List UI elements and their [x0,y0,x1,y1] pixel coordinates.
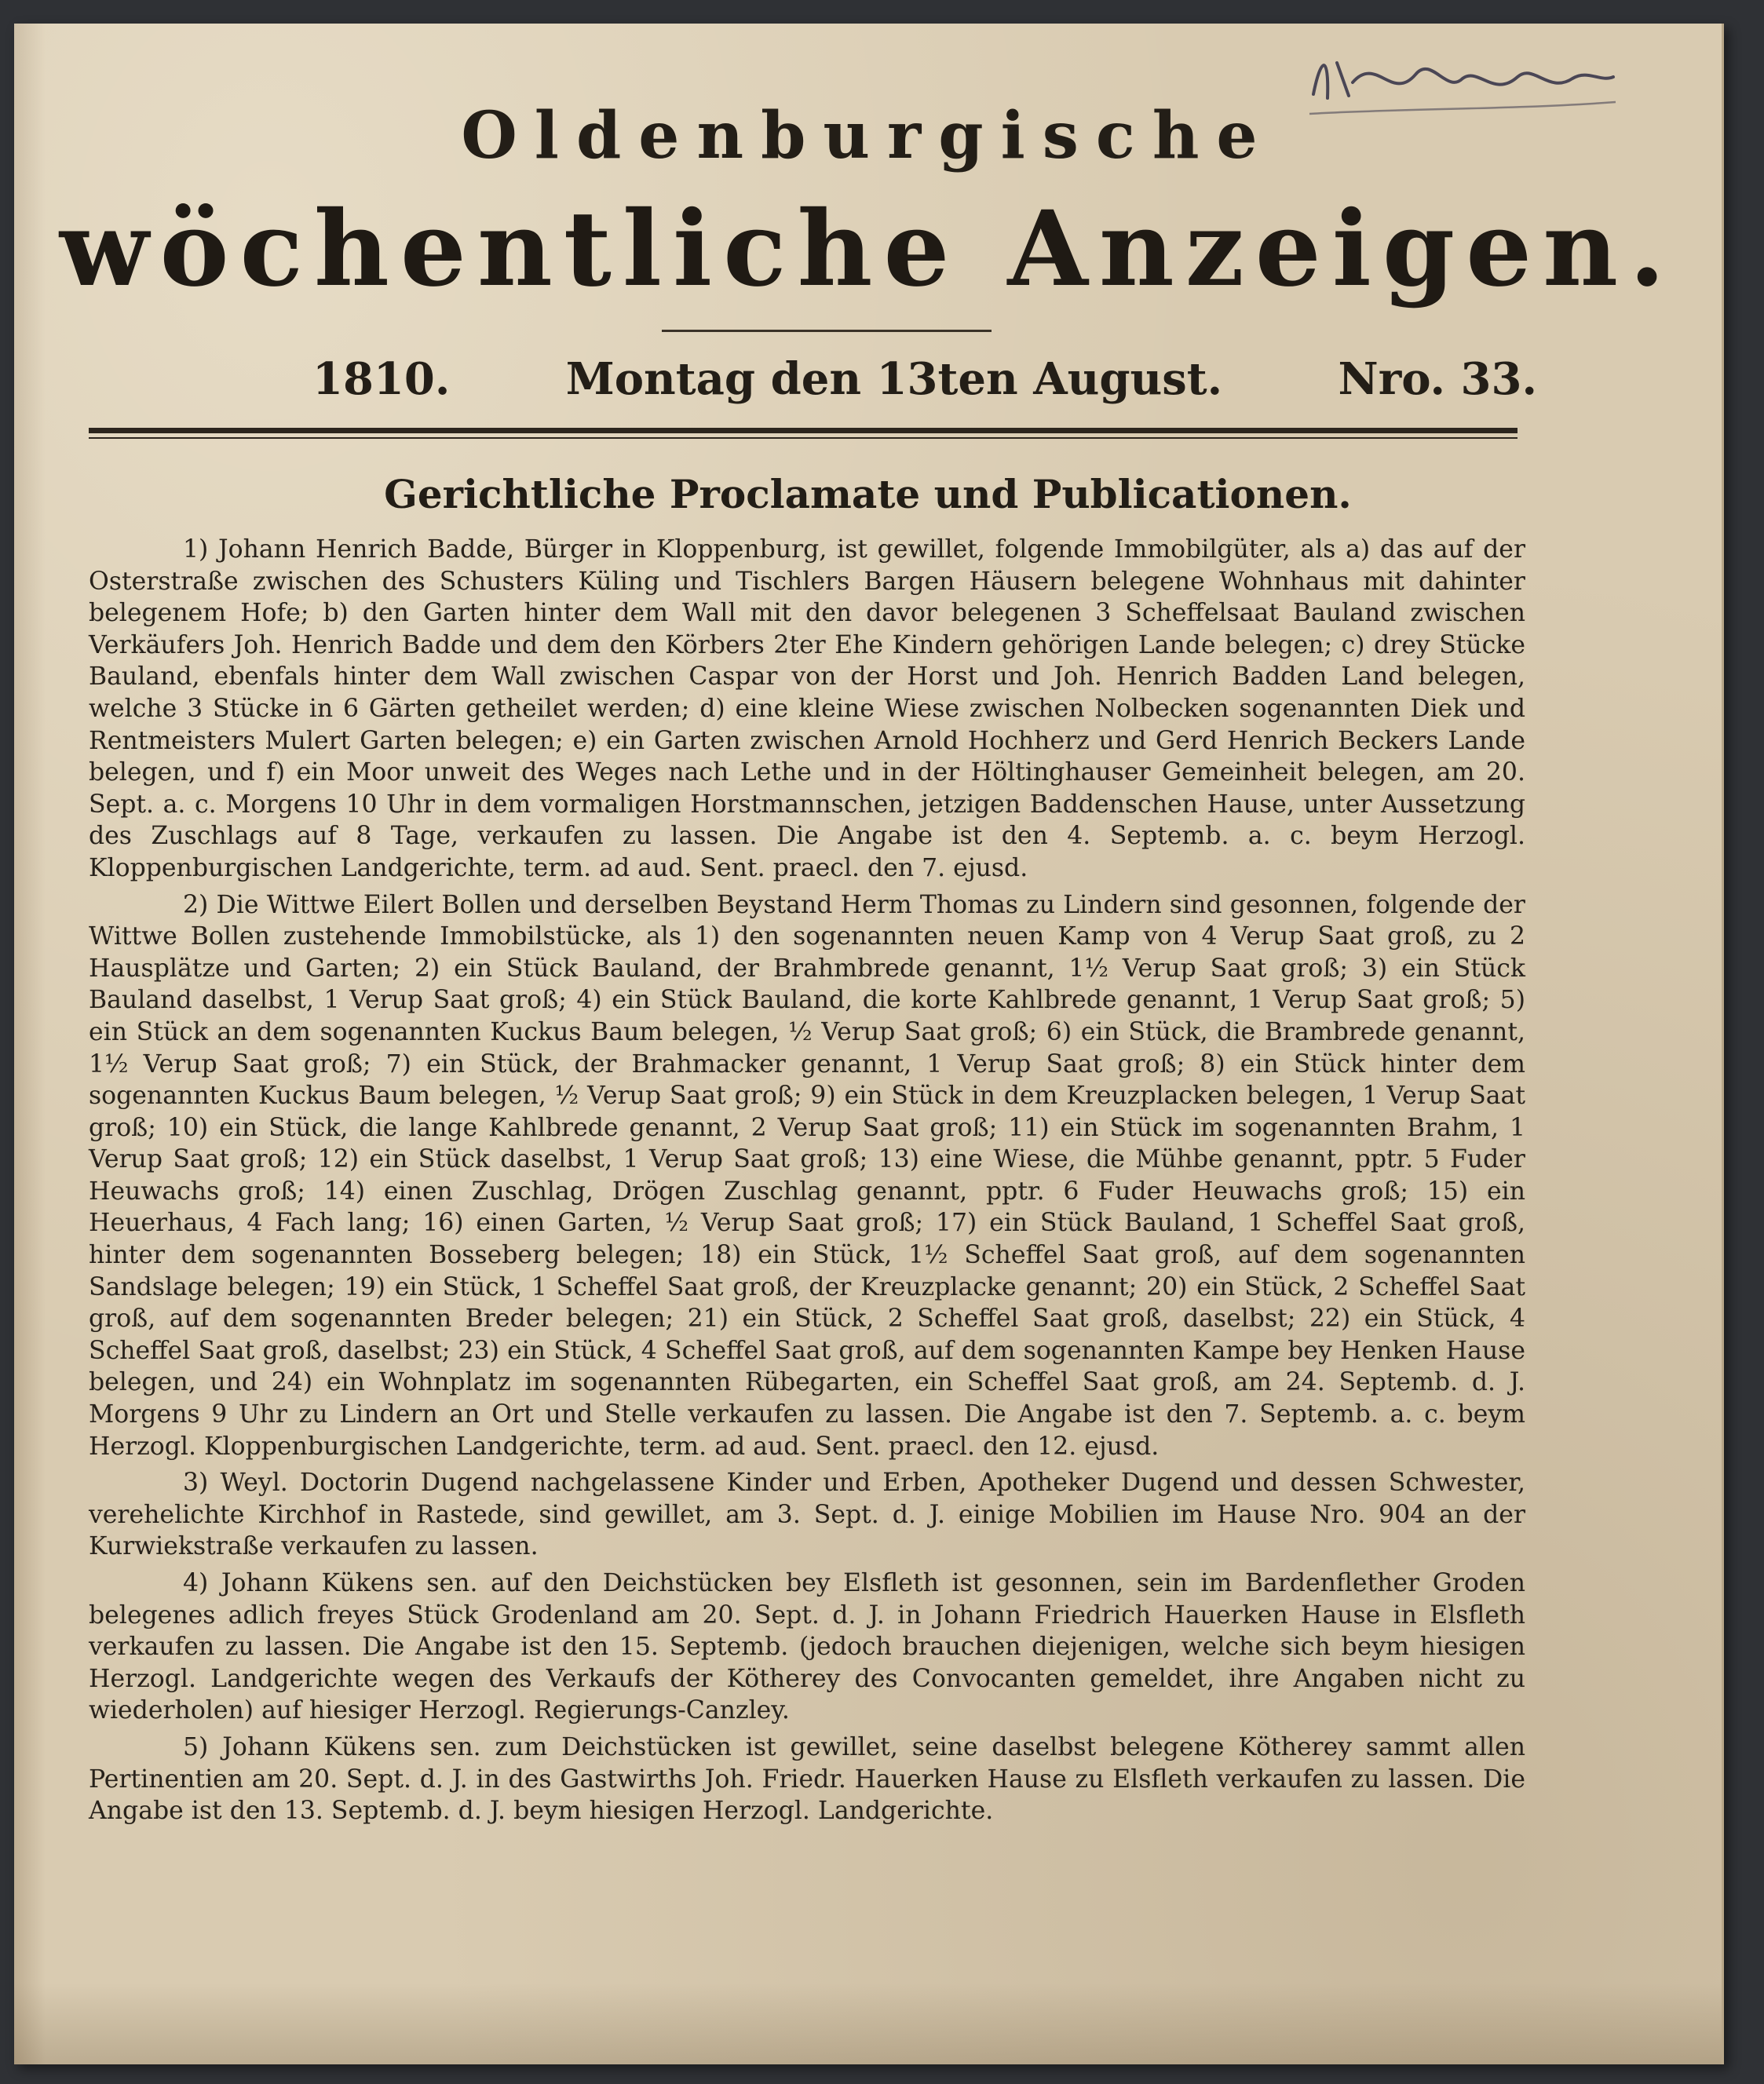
newspaper-page [14,24,1724,2064]
header-rule-thin [89,437,1517,439]
notice-paragraph: 1) Johann Henrich Badde, Bürger in Kloppenburg, ist gewillet, folgende Immobilgüter, als a) das auf der Osterstraße zwischen des Schusters Küling und Tischlers Bargen Häusern belegene Wohnhaus mit dahinter belegenem Hofe; b) den Garten hinter dem Wall mit den davor belegenen 3 Scheffelsaat Bauland zwischen Verkäufers Joh. Henrich Badde und dem den Körbers 2ter Ehe Kindern gehörigen Lande belegen; c) drey Stücke Bauland, ebenfals hinter dem Wall zwischen Caspar von der Horst und Joh. Henrich Badden Land belegen, welche 3 Stücke in 6 Gärten getheilet werden; d) eine kleine Wiese zwischen Nolbecken sogenannten Diek und Rentmeisters Mulert Garten belegen; e) ein Garten zwischen Arnold Hochherz und Gerd Henrich Beckers Lande belegen, und f) ein Moor unweit des Weges nach Lethe und in der Höltinghauser Gemeinheit belegen, am 20. Sept. a. c. Morgens 10 Uhr in dem vormaligen Horstmannschen, jetzigen Baddenschen Hause, unter Aussetzung des Zuschlags auf 8 Tage, verkaufen zu lassen. Die Angabe ist den 4. Septemb. a. c. beym Herzogl. Kloppenburgischen Landgerichte, term. ad aud. Sent. praecl. den 7. ejusd. [89,535,1525,882]
notice-paragraph: 3) Weyl. Doctorin Dugend nachgelassene Kinder und Erben, Apotheker Dugend und dessen Schwester, verehelichte Kirchhof in Rastede, sind gewillet, am 3. Sept. d. J. einige Mobilien im Hause Nro. 904 an der Kurwiekstraße verkaufen zu lassen. [89,1469,1525,1561]
issue-number: Nro. 33. [1338,353,1537,405]
masthead-title-line2: wöchentliche Anzeigen. [59,188,1677,310]
dateline [312,353,1537,416]
notice-paragraph: 2) Die Wittwe Eilert Bollen und derselben Beystand Herm Thomas zu Lindern sind gesonnen, folgende der Wittwe Bollen zustehende Immobilstücke, als 1) den sogenannten neuen Kamp von 4 Verup Saat groß, zu 2 Hausplätze und Garten; 2) ein Stück Bauland, der Brahmbrede genannt, 1½ Verup Saat groß; 3) ein Stück Bauland daselbst, 1 Verup Saat groß; 4) ein Stück Bauland, die korte Kahlbrede genannt, 1 Verup Saat groß; 5) ein Stück an dem sogenannten Kuckus Baum belegen, ½ Verup Saat groß; 6) ein Stück, die Brambrede genannt, 1½ Verup Saat groß; 7) ein Stück, der Brahmacker genannt, 1 Verup Saat groß; 8) ein Stück hinter dem sogenannten Kuckus Baum belegen, ½ Verup Saat groß; 9) ein Stück in dem Kreuzplacken belegen, 1 Verup Saat groß; 10) ein Stück, die lange Kahlbrede genannt, 2 Verup Saat groß; 11) ein Stück im sogenannten Brahm, 1 Verup Saat groß; 12) ein Stück daselbst, 1 Verup Saat groß; 13) eine Wiese, die Mühbe genannt, pptr. 5 Fuder Heuwachs groß; 14) einen Zuschlag, Drögen Zuschlag genannt, pptr. 6 Fuder Heuwachs groß; 15) ein Heuerhaus, 4 Fach lang; 16) einen Garten, ½ Verup Saat groß; 17) ein Stück Bauland, 1 Scheffel Saat groß, hinter dem sogenannten Bosseberg belegen; 18) ein Stück, 1½ Scheffel Saat groß, auf dem sogenannten Sandslage belegen; 19) ein Stück, 1 Scheffel Saat groß, der Kreuzplacke genannt; 20) ein Stück, 2 Scheffel Saat groß, auf dem sogenannten Breder belegen; 21) ein Stück, 2 Scheffel Saat groß, daselbst; 22) ein Stück, 4 Scheffel Saat groß, daselbst; 23) ein Stück, 4 Scheffel Saat groß, auf dem sogenannten Kampe bey Henken Hause belegen, und 24) ein Wohnplatz im sogenannten Rübegarten, ein Scheffel Saat groß, am 24. Septemb. d. J. Morgens 9 Uhr zu Lindern an Ort und Stelle verkaufen zu lassen. Die Angabe ist den 7. Septemb. a. c. beym Herzogl. Kloppenburgischen Landgerichte, term. ad aud. Sent. praecl. den 12. ejusd. [89,890,1525,1461]
masthead-divider [662,330,992,332]
notice-paragraph: 4) Johann Kükens sen. auf den Deichstücken bey Elsfleth ist gesonnen, sein im Bardenflether Groden belegenes adlich freyes Stück Grodenland am 20. Sept. d. J. in Johann Friedrich Hauerken Hause in Elsfleth verkaufen zu lassen. Die Angabe ist den 15. Septemb. (jedoch brauchen diejenigen, welche sich beym hiesigen Herzogl. Landgerichte wegen des Verkaufs der Kötherey des Convocanten gemeldet, ihre Angaben nicht zu wiederholen) auf hiesiger Herzogl. Regierungs-Canzley. [89,1569,1525,1725]
issue-date: Montag den 13ten August. [565,353,1223,405]
masthead-title-line1: Oldenburgische [461,98,1275,173]
section-heading: Gerichtliche Proclamate und Publicationen. [384,471,1352,517]
header-rule-thick [89,428,1517,433]
notice-paragraph: 5) Johann Kükens sen. zum Deichstücken ist gewillet, seine daselbst belegene Kötherey sammt allen Pertinentien am 20. Sept. d. J. in des Gastwirths Joh. Friedr. Hauerken Hause zu Elsfleth verkaufen zu lassen. Die Angabe ist den 13. Septemb. d. J. beym hiesigen Herzogl. Landgerichte. [89,1732,1525,1826]
notices-body [89,534,1525,1832]
issue-year: 1810. [312,353,451,405]
